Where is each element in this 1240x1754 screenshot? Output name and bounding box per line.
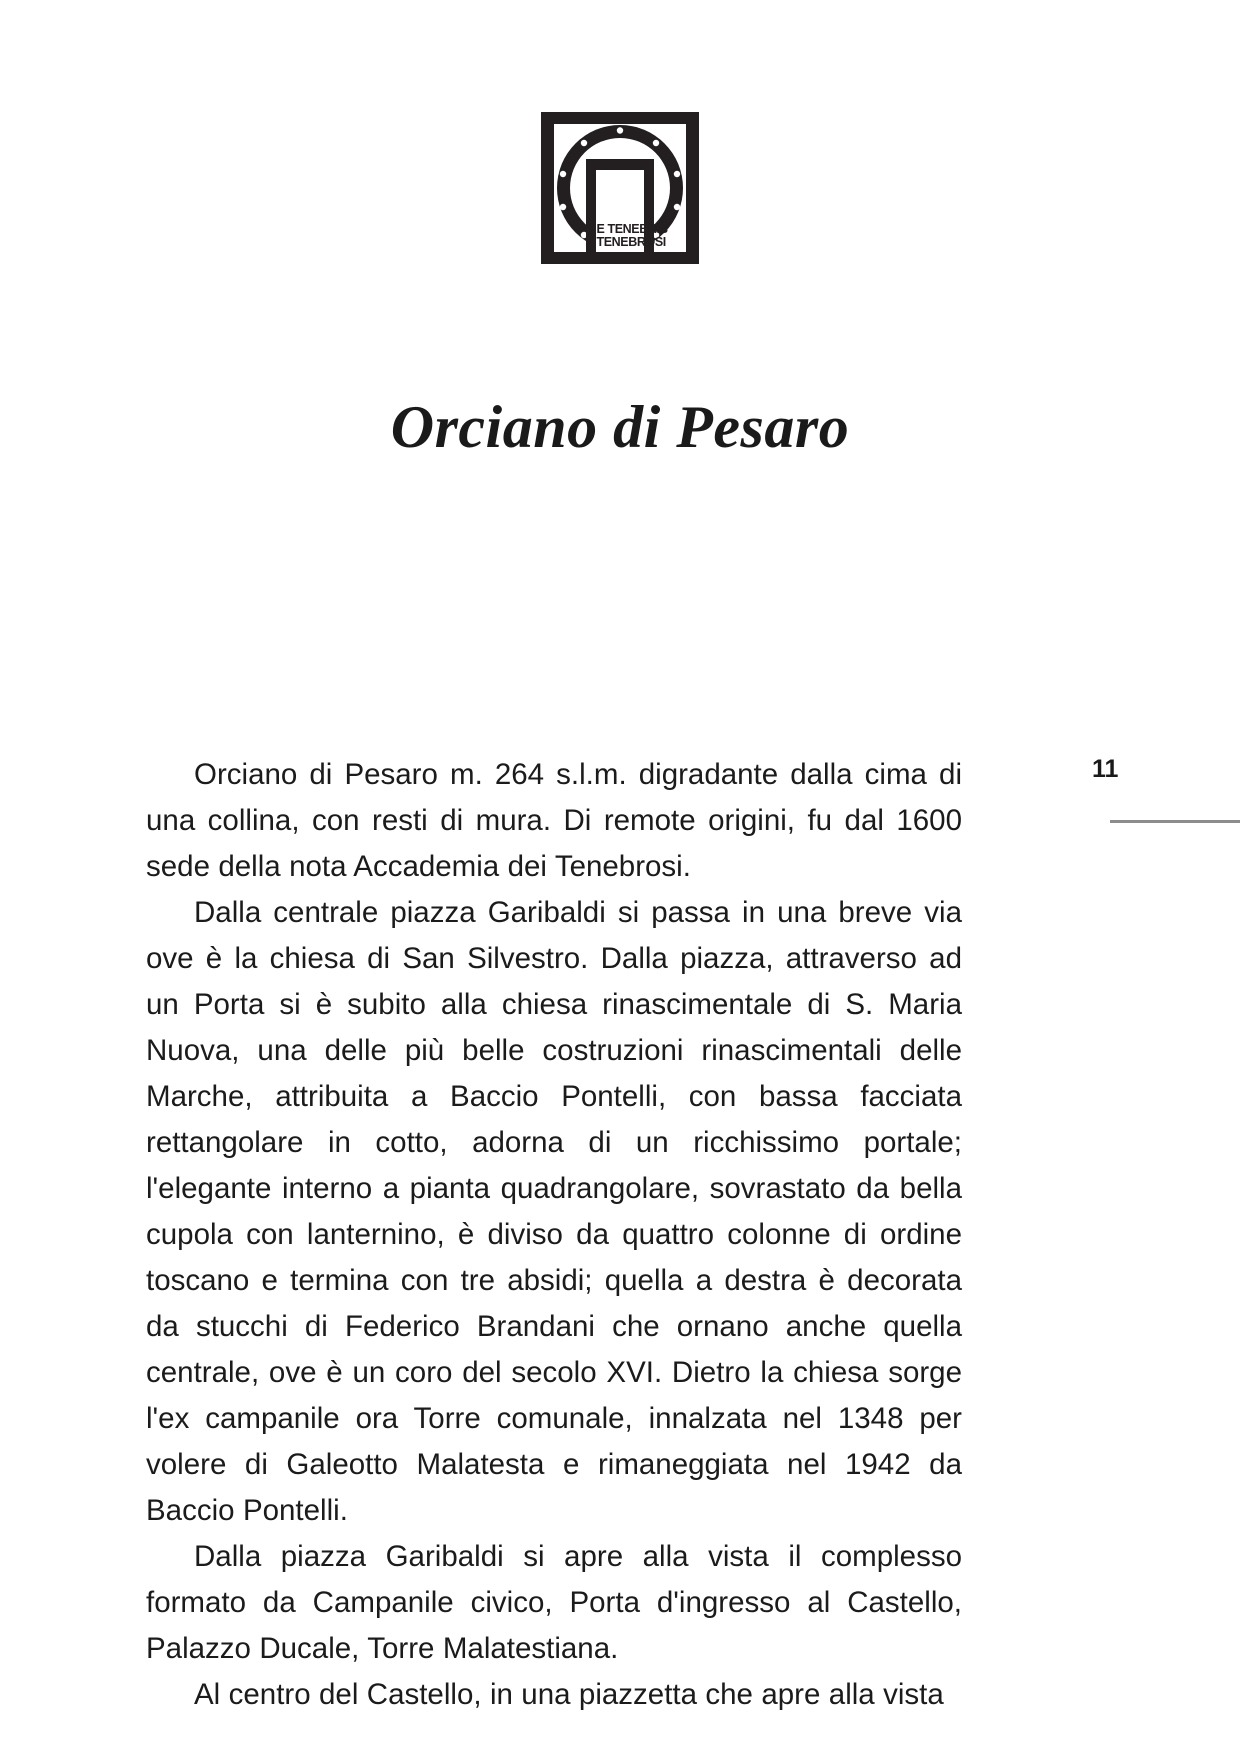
folio-divider-rule xyxy=(1110,820,1240,823)
emblem-container xyxy=(0,112,1240,264)
page-number: 11 xyxy=(1092,755,1119,783)
paragraph: Al centro del Castello, in una piazzetta che apre alla vista xyxy=(194,1678,944,1711)
body-text-column xyxy=(146,752,962,1718)
emblem-motto-line-1: E TENEBRIS xyxy=(596,222,668,236)
paragraph: Orciano di Pesaro m. 264 s.l.m. digradante dalla cima di una collina, con resti di mura. Di remote origini, fu dal 1600 sede della nota Accademia dei Tenebrosi. xyxy=(146,758,962,883)
page-title: Orciano di Pesaro xyxy=(390,394,850,461)
emblem-motto-text xyxy=(597,222,668,249)
paragraph: Dalla piazza Garibaldi si apre alla vista il complesso formato da Campanile civico, Porta d'ingresso al Castello, Palazzo Ducale, Torre Malatestiana. xyxy=(146,1540,962,1665)
paragraph: Dalla centrale piazza Garibaldi si passa in una breve via ove è la chiesa di San Silvestro. Dalla piazza, attraverso ad un Porta si è subito alla chiesa rinascimentale di S. Maria Nuova, una delle più belle costruzioni rinascimentali delle Marche, attribuita a Baccio Pontelli, con bassa facciata rettangolare in cotto, adorna di un ricchissimo portale; l'elegante interno a pianta quadrangolare, sovrastato da bella cupola con lanternino, è diviso da quattro colonne di ordine toscano e termina con tre absidi; quella a destra è decorata da stucchi di Federico Brandani che ornano anche quella centrale, ove è un coro del secolo XVI. Dietro la chiesa sorge l'ex campanile ora Torre comunale, innalzata nel 1348 per volere di Galeotto Malatesta e rimaneggiata nel 1942 da Baccio Pontelli. xyxy=(146,896,962,1527)
accademia-dei-tenebrosi-emblem xyxy=(541,112,699,264)
emblem-motto-line-2: TENEBROSI xyxy=(596,235,666,249)
